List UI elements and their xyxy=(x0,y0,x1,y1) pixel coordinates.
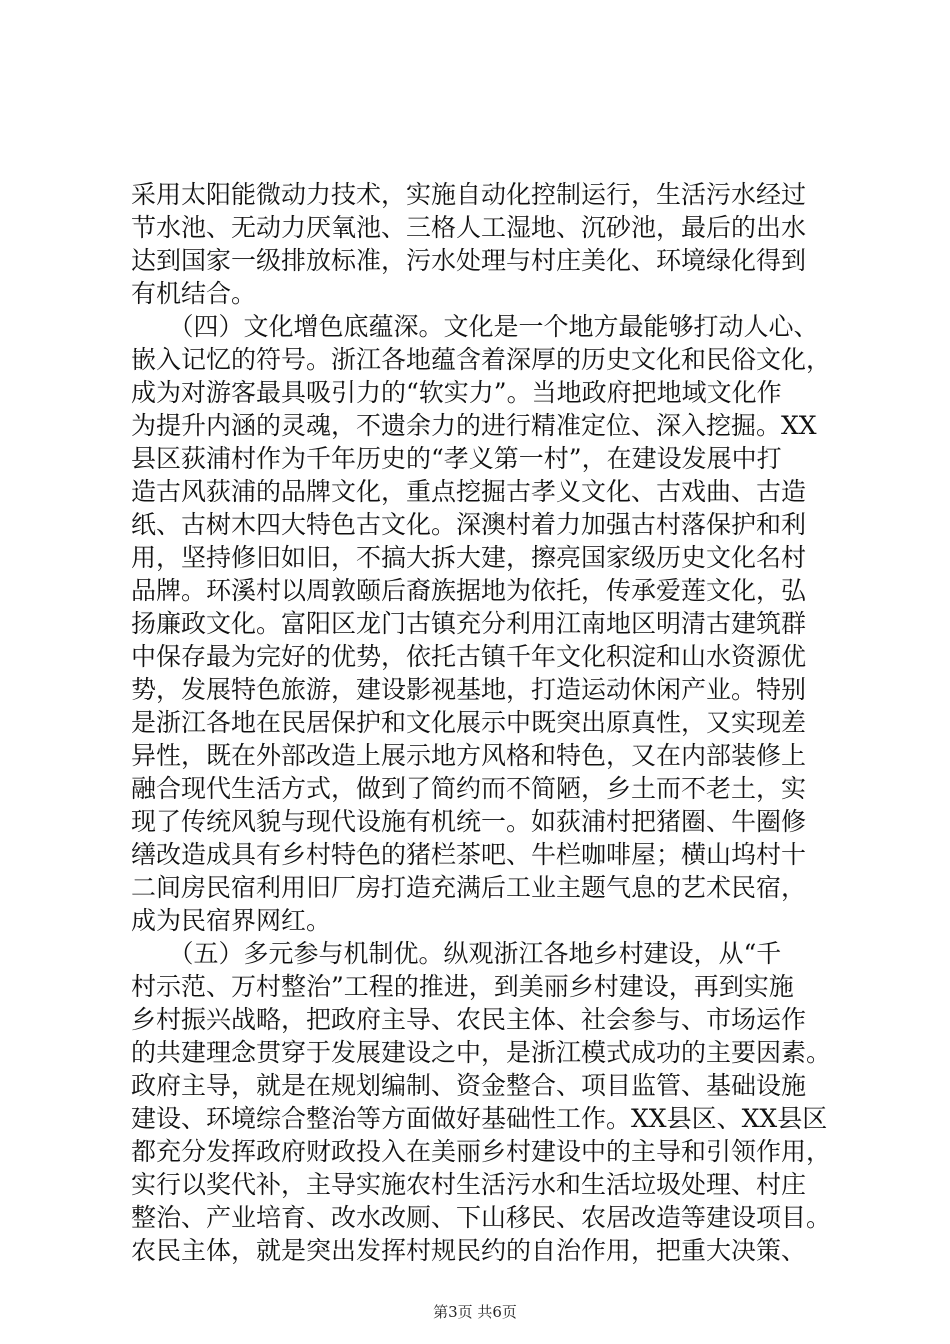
paragraph-heading-5: （五）多元参与机制优。纵观浙江各地乡村建设，从“千 xyxy=(131,939,782,968)
text-line: 纸、古树木四大特色古文化。深澳村着力加强古村落保护和利 xyxy=(131,510,807,539)
text-line: 有机结合。 xyxy=(131,279,257,308)
text-line: 实行以奖代补，主导实施农村生活污水和生活垃圾处理、村庄 xyxy=(131,1170,807,1199)
text-line: 成为对游客最具吸引力的“软实力”。当地政府把地域文化作 xyxy=(131,378,782,407)
body-text xyxy=(131,178,831,1267)
text-line: 节水池、无动力厌氧池、三格人工湿地、沉砂池，最后的出水 xyxy=(131,213,807,242)
text-line: 整治、产业培育、改水改厕、下山移民、农居改造等建设项目。 xyxy=(131,1203,832,1232)
text-line: 用，坚持修旧如旧，不搞大拆大建，擦亮国家级历史文化名村 xyxy=(131,543,807,572)
text-line: 品牌。环溪村以周敦颐后裔族据地为依托，传承爱莲文化，弘 xyxy=(131,576,807,605)
text-line: 中保存最为完好的优势，依托古镇千年文化积淀和山水资源优 xyxy=(131,642,807,671)
text-line: 成为民宿界网红。 xyxy=(131,906,332,935)
text-line: 采用太阳能微动力技术，实施自动化控制运行，生活污水经过 xyxy=(131,180,807,209)
text-line: 农民主体，就是突出发挥村规民约的自治作用，把重大决策、 xyxy=(131,1236,807,1265)
text-line: 嵌入记忆的符号。浙江各地蕴含着深厚的历史文化和民俗文化， xyxy=(131,345,832,374)
text-line: 现了传统风貌与现代设施有机统一。如荻浦村把猪圈、牛圈修 xyxy=(131,807,807,836)
text-line: 造古风荻浦的品牌文化，重点挖掘古孝义文化、古戏曲、古造 xyxy=(131,477,807,506)
page-number-label: 第3页 共6页 xyxy=(433,1303,517,1321)
text-line: 村示范、万村整治”工程的推进，到美丽乡村建设，再到实施 xyxy=(131,972,794,1001)
text-line: 都充分发挥政府财政投入在美丽乡村建设中的主导和引领作用， xyxy=(131,1137,832,1166)
page-footer xyxy=(0,1302,950,1322)
text-line: 二间房民宿利用旧厂房打造充满后工业主题气息的艺术民宿， xyxy=(131,873,807,902)
text-line: 政府主导，就是在规划编制、资金整合、项目监管、基础设施 xyxy=(131,1071,807,1100)
text-line: 是浙江各地在民居保护和文化展示中既突出原真性，又实现差 xyxy=(131,708,807,737)
text-line: 缮改造成具有乡村特色的猪栏茶吧、牛栏咖啡屋；横山坞村十 xyxy=(131,840,807,869)
text-line: 异性，既在外部改造上展示地方风格和特色，又在内部装修上 xyxy=(131,741,807,770)
text-line: 建设、环境综合整治等方面做好基础性工作。XX县区、XX县区 xyxy=(131,1104,828,1133)
text-line: 势，发展特色旅游，建设影视基地，打造运动休闲产业。特别 xyxy=(131,675,807,704)
paragraph-heading-4: （四）文化增色底蕴深。文化是一个地方最能够打动人心、 xyxy=(131,312,819,341)
text-line: 达到国家一级排放标准，污水处理与村庄美化、环境绿化得到 xyxy=(131,246,807,275)
text-line: 融合现代生活方式，做到了简约而不简陋，乡土而不老土，实 xyxy=(131,774,807,803)
text-line: 乡村振兴战略，把政府主导、农民主体、社会参与、市场运作 xyxy=(131,1005,807,1034)
text-line: 为提升内涵的灵魂，不遗余力的进行精准定位、深入挖掘。XX xyxy=(131,411,817,440)
text-line: 的共建理念贯穿于发展建设之中，是浙江模式成功的主要因素。 xyxy=(131,1038,832,1067)
text-line: 县区荻浦村作为千年历史的“孝义第一村”，在建设发展中打 xyxy=(131,444,782,473)
text-line: 扬廉政文化。富阳区龙门古镇充分利用江南地区明清古建筑群 xyxy=(131,609,807,638)
